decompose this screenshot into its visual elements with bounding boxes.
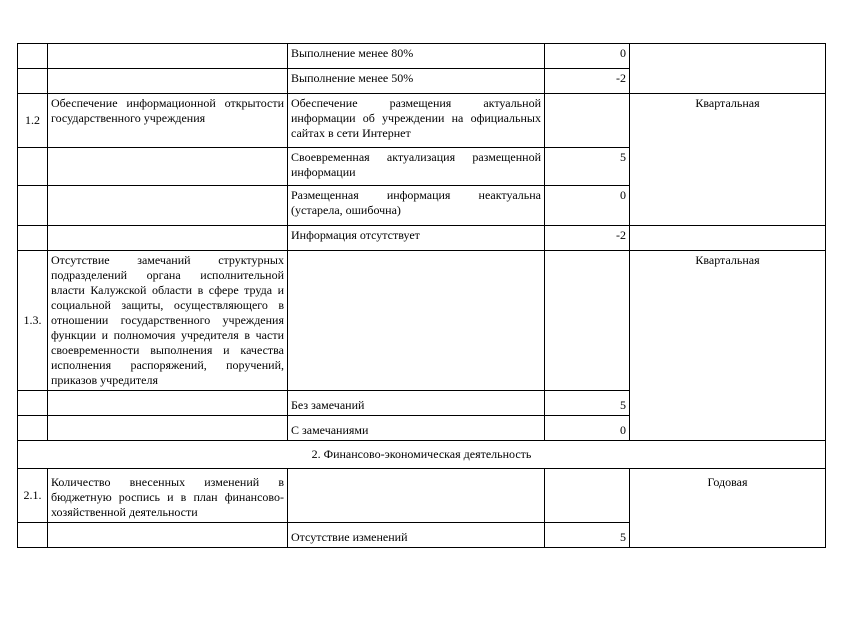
row-number-cell <box>18 148 48 186</box>
indicator-cell: Информация отсутствует <box>288 226 545 251</box>
row-number-cell: 2.1. <box>18 469 48 523</box>
row-number-cell <box>18 69 48 94</box>
criterion-cell <box>48 226 288 251</box>
period-cell: Квартальная <box>630 94 826 226</box>
criterion-cell <box>48 44 288 69</box>
table-row <box>18 251 826 391</box>
score-cell <box>545 251 630 391</box>
indicator-cell: Без замечаний <box>288 391 545 416</box>
criterion-cell: Отсутствие замечаний структурных подразделений органа исполнительной власти Калужской области в сфере труда и социальной защиты, осуществляющего в отношении государственного учреждения функции и полномочия учредителя в части своевременности выполнения и качества исполнения распоряжений, поручений, приказов учредителя <box>48 251 288 391</box>
row-number-cell <box>18 391 48 416</box>
score-cell <box>545 469 630 523</box>
criterion-cell <box>48 523 288 548</box>
indicator-cell: Отсутствие изменений <box>288 523 545 548</box>
period-cell <box>630 44 826 94</box>
criterion-cell <box>48 416 288 441</box>
indicator-cell <box>288 251 545 391</box>
score-cell <box>545 94 630 148</box>
indicator-cell <box>288 469 545 523</box>
criterion-cell <box>48 69 288 94</box>
score-cell: 5 <box>545 523 630 548</box>
row-number-cell: 1.2 <box>18 94 48 148</box>
row-number-cell: 1.3. <box>18 251 48 391</box>
score-cell: 0 <box>545 186 630 226</box>
table-row <box>18 94 826 148</box>
criterion-cell <box>48 186 288 226</box>
criterion-cell <box>48 148 288 186</box>
period-cell <box>630 226 826 251</box>
row-number-cell <box>18 186 48 226</box>
indicator-cell: Размещенная информация неактуальна (устарела, ошибочна) <box>288 186 545 226</box>
table-row <box>18 469 826 523</box>
table-row <box>18 226 826 251</box>
score-cell: 5 <box>545 391 630 416</box>
indicator-cell: С замечаниями <box>288 416 545 441</box>
indicator-cell: Обеспечение размещения актуальной информации об учреждении на официальных сайтах в сети Интернет <box>288 94 545 148</box>
criterion-cell: Количество внесенных изменений в бюджетную роспись и в план финансово-хозяйственной деятельности <box>48 469 288 523</box>
score-cell: 5 <box>545 148 630 186</box>
criterion-cell: Обеспечение информационной открытости государственного учреждения <box>48 94 288 148</box>
row-number-cell <box>18 416 48 441</box>
period-cell: Годовая <box>630 469 826 548</box>
score-cell: 0 <box>545 416 630 441</box>
criteria-table <box>17 43 826 548</box>
score-cell: -2 <box>545 69 630 94</box>
row-number-cell <box>18 226 48 251</box>
table-row <box>18 44 826 69</box>
score-cell: -2 <box>545 226 630 251</box>
indicator-cell: Выполнение менее 80% <box>288 44 545 69</box>
score-cell: 0 <box>545 44 630 69</box>
indicator-cell: Выполнение менее 50% <box>288 69 545 94</box>
row-number-cell <box>18 44 48 69</box>
period-cell: Квартальная <box>630 251 826 441</box>
section-header-row <box>18 441 826 469</box>
section-heading: 2. Финансово-экономическая деятельность <box>18 441 826 469</box>
indicator-cell: Своевременная актуализация размещенной информации <box>288 148 545 186</box>
row-number-cell <box>18 523 48 548</box>
criterion-cell <box>48 391 288 416</box>
